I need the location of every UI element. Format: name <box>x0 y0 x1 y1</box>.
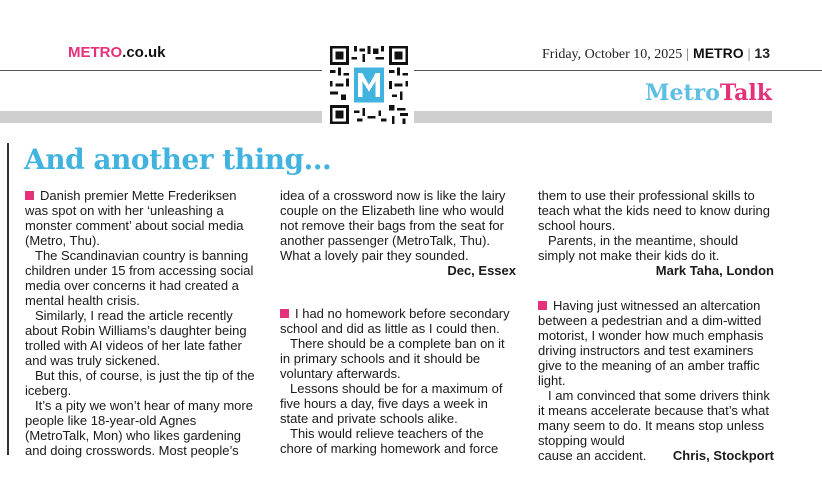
vertical-rule <box>7 143 9 455</box>
bullet-square-icon <box>280 309 289 318</box>
letter-1-para-1: Danish premier Mette Frederiksen was spot on with her ‘unleashing a monster comment’ about social media (Metro, Thu). <box>25 188 244 248</box>
letter-2-para-5: Parents, in the meantime, should simply not make their kids do it. <box>538 233 739 263</box>
section-title: MetroTalk <box>645 80 772 106</box>
column-2 <box>280 188 516 456</box>
letter-3-para-1: Having just witnessed an altercation between a pedestrian and a dim-witted motorist, I wonder how much emphasis driving instructors and test examiners give to the meaning of an amber traffic light. <box>538 298 764 388</box>
header-rule-right <box>414 70 822 71</box>
letter-3-para-2a: I am convinced that some drivers think it means accelerate because that’s what many seem to do. It means stop unless stopping would <box>538 388 770 448</box>
letter-2-signature: Mark Taha, London <box>655 263 774 278</box>
letter-2-para-1: I had no homework before secondary school and did as little as I could then. <box>280 306 510 336</box>
letter-3-last-line: cause an accident. Chris, Stockport <box>538 448 774 463</box>
header-band-left <box>0 111 322 123</box>
header-band-right <box>414 111 772 123</box>
letter-2-para-4a: This would relieve teachers of the chore of marking homework and force <box>280 426 499 456</box>
letter-1-signature: Dec, Essex <box>447 263 516 278</box>
site-logo[interactable]: METRO.co.uk <box>68 44 166 61</box>
letter-1-para-3: Similarly, I read the article recently about Robin Williams’s daughter being trolled with AI videos of her late father and was truly sickened. <box>25 308 247 368</box>
letter-2-para-3: Lessons should be for a maximum of five hours a day, five days a week in state and private schools alike. <box>280 381 503 426</box>
letter-2-para-2: There should be a complete ban on it in primary schools and it should be voluntary afterwards. <box>280 336 505 381</box>
column-1 <box>25 188 257 458</box>
header-rule-left <box>0 70 322 71</box>
letter-1-para-5a: It’s a pity we won’t hear of many more people like 18-year-old Agnes (MetroTalk, Mon) who likes gardening and doing crosswords. Most people’s <box>25 398 253 458</box>
page-number: 13 <box>754 45 770 61</box>
issue-date-line: Friday, October 10, 2025 | METRO | 13 <box>542 45 770 62</box>
bullet-square-icon <box>538 301 547 310</box>
letter-1-para-2: The Scandinavian country is banning children under 15 from accessing social media over concerns it had created a mental health crisis. <box>25 248 254 308</box>
qr-code-icon[interactable] <box>330 46 408 124</box>
letter-1-para-4: But this, of course, is just the tip of the iceberg. <box>25 368 255 398</box>
letter-1-para-5b: idea of a crossword now is like the lairy couple on the Elizabeth line who would not remove their bags from the seat for another passenger (MetroTalk, Thu). What a lovely pair they sounded. <box>280 188 506 263</box>
bullet-square-icon <box>25 191 34 200</box>
page-title: And another thing... <box>24 143 332 176</box>
letter-2-para-4b: them to use their professional skills to teach what the kids need to know during school hours. <box>538 188 770 233</box>
page-header <box>0 0 822 130</box>
column-3 <box>538 188 774 463</box>
letter-3-signature: Chris, Stockport <box>672 448 774 463</box>
